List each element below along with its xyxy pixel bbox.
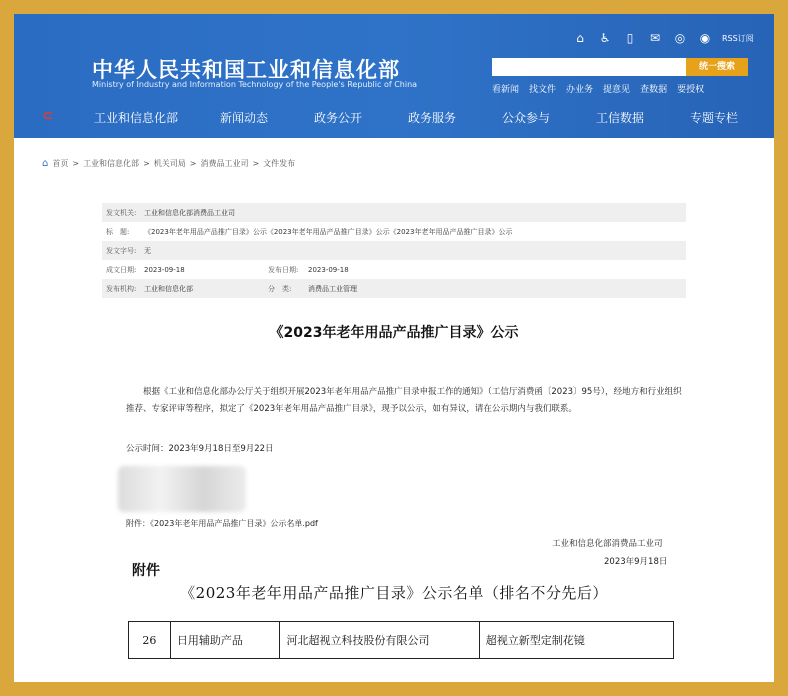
breadcrumb-ministry[interactable]: 工业和信息化部	[83, 159, 140, 168]
info-value: 工业和信息化部消费品工业司	[144, 208, 235, 217]
document-body: 根据《工业和信息化部办公厅关于组织开展2023年老年用品产品推广目录申报工作的通知》（工信厅消费函〔2023〕95号），经地方和行业组织推荐、专家评审等程序，拟定了《2023年老年用品产品推广目录》，现予以公示，如有异议，请在公示期内与我们联系。	[126, 387, 682, 414]
cell-product: 超视立新型定制花镜	[485, 634, 585, 647]
quick-link-news[interactable]: 看新闻	[492, 85, 520, 95]
info-label: 发布日期:	[268, 265, 299, 274]
nav-item-gov-info[interactable]: 政务公开	[314, 111, 363, 125]
signature-org: 工业和信息化部消费品工业司	[552, 539, 663, 549]
breadcrumb-publications[interactable]: 文件发布	[263, 159, 296, 168]
info-label: 发文字号:	[106, 246, 137, 255]
redacted-region	[118, 466, 246, 512]
rss-link[interactable]: RSS订阅	[722, 33, 754, 43]
publication-period: 公示时间：2023年9月18日至9月22日	[126, 444, 274, 454]
cell-category: 日用辅助产品	[171, 622, 281, 658]
nav-item-topics[interactable]: 专题专栏	[690, 111, 739, 125]
info-row-dates	[102, 260, 686, 279]
breadcrumb-consumer-goods[interactable]: 消费品工业司	[200, 159, 249, 168]
document-title: 《2023年老年用品产品推广目录》公示	[269, 325, 519, 341]
accessibility-icon[interactable]: ♿	[599, 31, 611, 45]
info-label: 分 类:	[268, 284, 292, 293]
quick-link-data[interactable]: 查数据	[640, 85, 668, 95]
info-label: 发文机关:	[106, 208, 137, 217]
appendix-table-row	[128, 621, 674, 659]
main-nav	[14, 100, 774, 134]
info-row-org	[102, 279, 686, 298]
info-value: 消费品工业管理	[308, 284, 357, 293]
nav-item-public[interactable]: 公众参与	[502, 111, 551, 125]
quick-link-files[interactable]: 找文件	[529, 85, 557, 95]
info-row-issuer	[102, 203, 686, 222]
ministry-emblem-icon[interactable]: ⊂	[42, 108, 54, 124]
site-header	[14, 14, 774, 138]
info-label: 成文日期:	[106, 265, 137, 274]
appendix-title: 《2023年老年用品产品推广目录》公示名单（排名不分先后）	[180, 584, 608, 602]
breadcrumb-home[interactable]: 首页	[52, 159, 69, 168]
search-button[interactable]: 统一搜索	[686, 58, 748, 76]
screenshot-frame	[14, 14, 774, 682]
search-input[interactable]	[492, 58, 686, 76]
cell-company: 河北超视立科技股份有限公司	[280, 622, 479, 658]
info-row-title	[102, 222, 686, 241]
breadcrumb-separator: >	[252, 159, 260, 168]
top-icon-bar	[572, 30, 754, 46]
nav-item-ministry[interactable]: 工业和信息化部	[94, 111, 179, 125]
info-value: 工业和信息化部	[144, 284, 193, 293]
site-subtitle: Ministry of Industry and Information Technology of the People's Republic of China	[92, 80, 418, 89]
info-row-doc-no	[102, 241, 686, 260]
quick-link-services[interactable]: 办业务	[566, 85, 594, 95]
signature-date: 2023年9月18日	[604, 557, 668, 567]
cell-number: 26	[129, 622, 171, 658]
nav-item-gov-services[interactable]: 政务服务	[408, 111, 457, 125]
info-label: 发布机构:	[106, 284, 137, 293]
mail-icon[interactable]: ✉	[649, 31, 661, 45]
weibo-icon[interactable]: ◉	[699, 31, 711, 45]
mobile-app-icon[interactable]: ⌂	[576, 31, 584, 45]
breadcrumb	[42, 158, 295, 169]
breadcrumb-separator: >	[189, 159, 197, 168]
breadcrumb-separator: >	[72, 159, 80, 168]
nav-item-data[interactable]: 工信数据	[596, 111, 645, 125]
breadcrumb-separator: >	[143, 159, 150, 168]
nav-item-news[interactable]: 新闻动态	[220, 111, 269, 125]
info-value: 2023-09-18	[308, 265, 349, 274]
phone-icon[interactable]: ▯	[626, 31, 634, 45]
appendix-label: 附件	[132, 563, 160, 579]
info-label: 标 题:	[106, 227, 130, 236]
quick-links	[492, 82, 704, 95]
home-icon: ⌂	[42, 158, 49, 169]
site-title[interactable]: 中华人民共和国工业和信息化部	[92, 58, 400, 82]
wechat-icon[interactable]: ◎	[674, 31, 686, 45]
attachment-link[interactable]: 附件：《2023年老年用品产品推广目录》公示名单.pdf	[126, 519, 318, 528]
quick-link-auth[interactable]: 要授权	[677, 85, 705, 95]
info-value: 无	[144, 246, 151, 255]
document-info-table	[102, 203, 686, 298]
quick-link-feedback[interactable]: 提意见	[603, 85, 631, 95]
info-value: 《2023年老年用品产品推广目录》公示《2023年老年用品产品推广目录》公示《2023年老年用品产品推广目录》公示	[144, 227, 513, 236]
breadcrumb-departments[interactable]: 机关司局	[153, 159, 186, 168]
info-value: 2023-09-18	[144, 265, 185, 274]
